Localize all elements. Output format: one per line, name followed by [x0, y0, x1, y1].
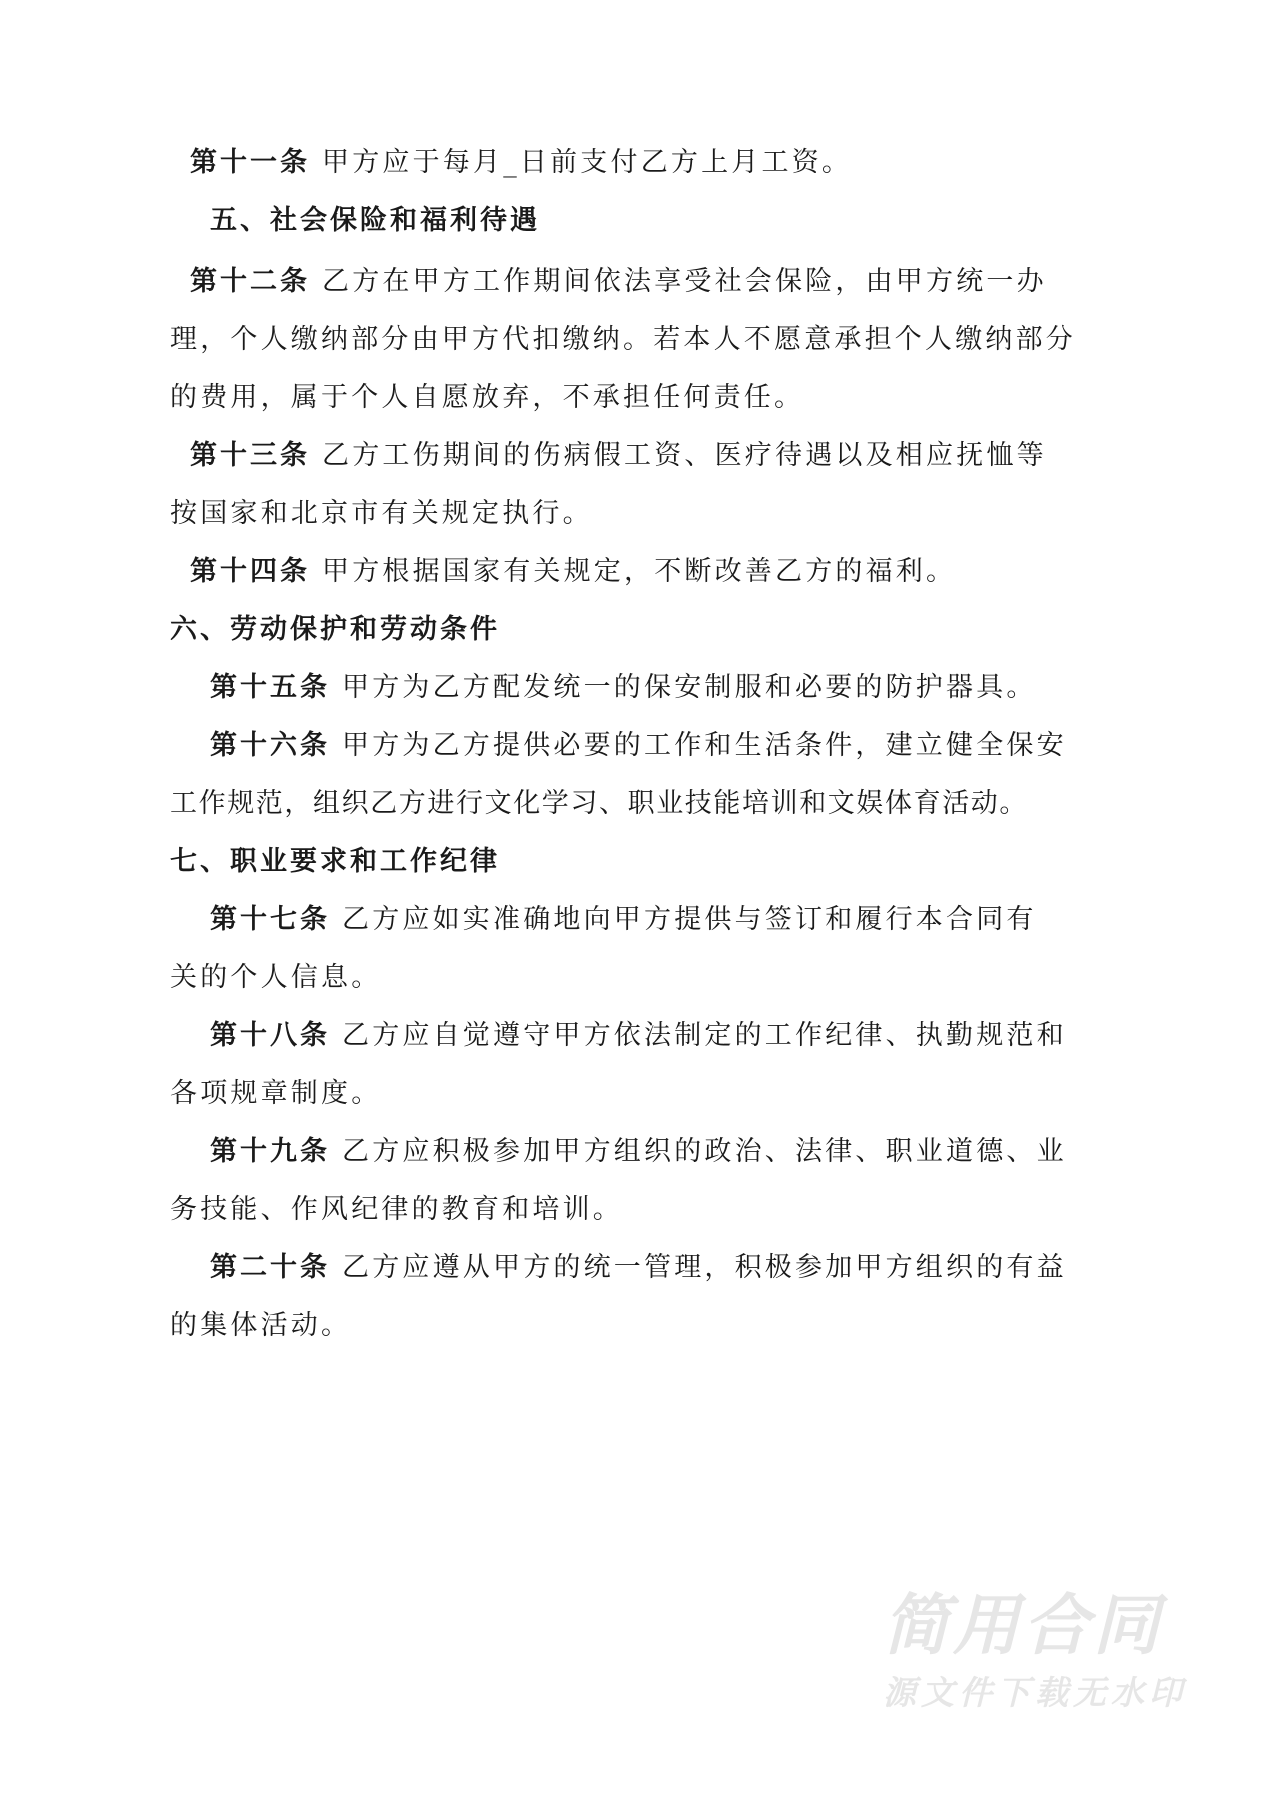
article-text: 甲方应于每月_日前支付乙方上月工资。: [322, 147, 853, 178]
article-text: 乙方在甲方工作期间依法享受社会保险，由甲方统一办: [322, 266, 1047, 297]
article-number: 第十九条: [210, 1136, 330, 1167]
article-12-line-2: 理，个人缴纳部分由甲方代扣缴纳。若本人不愿意承担个人缴纳部分: [170, 324, 1076, 355]
article-text: 乙方应自觉遵守甲方依法制定的工作纪律、执勤规范和: [342, 1020, 1067, 1051]
section-heading-6: 六、劳动保护和劳动条件: [170, 614, 500, 645]
article-20-line-2: 的集体活动。: [170, 1310, 352, 1341]
article-number: 第十一条: [190, 147, 310, 178]
article-17-line-1: [210, 903, 1037, 937]
article-number: 第二十条: [210, 1252, 330, 1283]
watermark-brand: 简用合同: [883, 1587, 1163, 1664]
article-19-line-1: [210, 1135, 1067, 1169]
article-number: 第十三条: [190, 440, 310, 471]
article-text: 甲方为乙方配发统一的保安制服和必要的防护器具。: [342, 672, 1037, 703]
article-17-line-2: 关的个人信息。: [170, 962, 382, 993]
article-12-line-1: [190, 265, 1047, 299]
article-number: 第十五条: [210, 672, 330, 703]
article-number: 第十七条: [210, 904, 330, 935]
article-16-line-1: [210, 729, 1067, 763]
article-13-line-2: 按国家和北京市有关规定执行。: [170, 498, 593, 529]
article-15: [210, 671, 1037, 705]
article-text: 乙方工伤期间的伤病假工资、医疗待遇以及相应抚恤等: [322, 440, 1047, 471]
watermark-caption: 源文件下载无水印: [883, 1673, 1187, 1712]
article-19-line-2: 务技能、作风纪律的教育和培训。: [170, 1194, 623, 1225]
article-20-line-1: [210, 1251, 1067, 1285]
article-18-line-1: [210, 1019, 1067, 1053]
article-number: 第十八条: [210, 1020, 330, 1051]
article-number: 第十四条: [190, 556, 310, 587]
article-16-line-2: 工作规范，组织乙方进行文化学习、职业技能培训和文娱体育活动。: [170, 788, 1028, 819]
article-text: 乙方应如实准确地向甲方提供与签订和履行本合同有: [342, 904, 1037, 935]
article-18-line-2: 各项规章制度。: [170, 1078, 382, 1109]
article-number: 第十二条: [190, 266, 310, 297]
article-13-line-1: [190, 439, 1047, 473]
article-14: [190, 555, 956, 589]
article-number: 第十六条: [210, 730, 330, 761]
article-text: 甲方根据国家有关规定，不断改善乙方的福利。: [322, 556, 957, 587]
article-11: [190, 146, 852, 180]
article-text: 乙方应积极参加甲方组织的政治、法律、职业道德、业: [342, 1136, 1067, 1167]
article-text: 甲方为乙方提供必要的工作和生活条件，建立健全保安: [342, 730, 1067, 761]
article-text: 乙方应遵从甲方的统一管理，积极参加甲方组织的有益: [342, 1252, 1067, 1283]
section-heading-7: 七、职业要求和工作纪律: [170, 846, 500, 877]
article-12-line-3: 的费用，属于个人自愿放弃，不承担任何责任。: [170, 382, 805, 413]
section-heading-5: 五、社会保险和福利待遇: [210, 205, 540, 236]
watermark: [883, 1587, 1213, 1716]
